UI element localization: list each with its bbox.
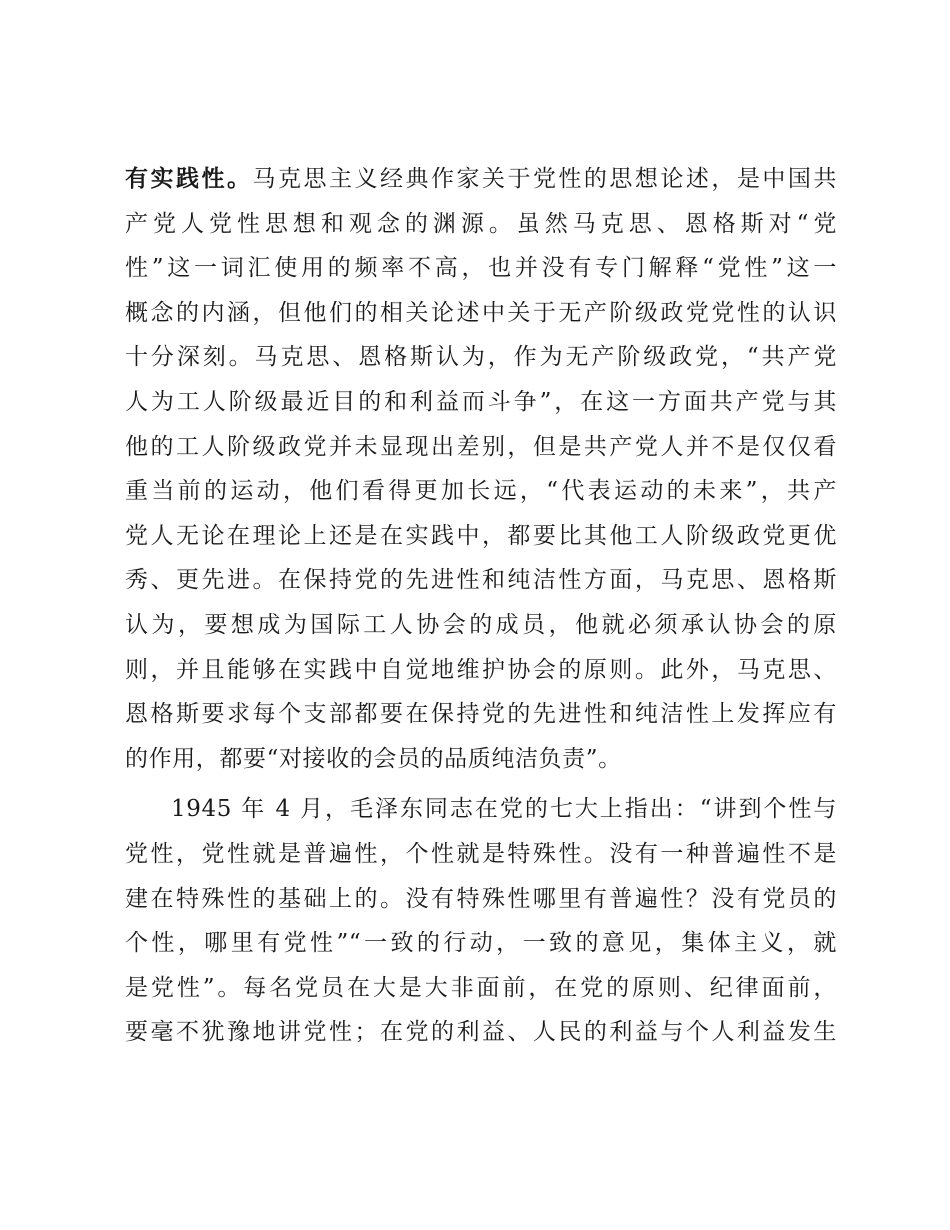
text-line: 党人无论在理论上还是在实践中，都要比其他工人阶级政党更优 — [125, 522, 837, 549]
text-line: 是党性”。每名党员在大是大非面前，在党的原则、纪律面前， — [125, 974, 837, 1001]
text-line: 认为，要想成为国际工人协会的成员，他就必须承认协会的原 — [125, 611, 837, 638]
text-line — [125, 157, 837, 202]
text-line: 重当前的运动，他们看得更加长远，“代表运动的未来”，共产 — [125, 478, 837, 505]
paragraph-1 — [125, 157, 837, 781]
text-line: 要毫不犹豫地讲党性；在党的利益、人民的利益与个人利益发生 — [125, 1019, 837, 1046]
text-line: 1945 年 4 月，毛泽东同志在党的七大上指出：“讲到个性与 — [171, 796, 837, 823]
text-line: 个性，哪里有党性”“一致的行动，一致的意见，集体主义，就 — [125, 930, 837, 957]
text-line: 人为工人阶级最近目的和利益而斗争”，在这一方面共产党与其 — [125, 388, 837, 415]
paragraph-2 — [125, 787, 837, 1055]
text-line: 产党人党性思想和观念的渊源。虽然马克思、恩格斯对“党 — [125, 210, 837, 237]
text-line: 则，并且能够在实践中自觉地维护协会的原则。此外，马克思、 — [125, 656, 837, 683]
line-text: 马克思主义经典作家关于党性的思想论述，是中国共 — [252, 166, 837, 192]
document-page — [125, 157, 837, 1055]
bold-lead-phrase: 有实践性。 — [125, 165, 253, 192]
text-line: 概念的内涵，但他们的相关论述中关于无产阶级政党党性的认识 — [125, 299, 837, 326]
text-line: 的作用，都要“对接收的会员的品质纯洁负责”。 — [125, 745, 622, 772]
text-line: 恩格斯要求每个支部都要在保持党的先进性和纯洁性上发挥应有 — [125, 701, 837, 728]
text-line: 性”这一词汇使用的频率不高，也并没有专门解释“党性”这一 — [125, 255, 837, 282]
text-line: 秀、更先进。在保持党的先进性和纯洁性方面，马克思、恩格斯 — [125, 567, 837, 594]
text-line: 他的工人阶级政党并未显现出差别，但是共产党人并不是仅仅看 — [125, 433, 837, 460]
text-line: 十分深刻。马克思、恩格斯认为，作为无产阶级政党，“共产党 — [125, 344, 837, 371]
text-line: 党性，党性就是普遍性，个性就是特殊性。没有一种普遍性不是 — [125, 840, 837, 867]
text-line: 建在特殊性的基础上的。没有特殊性哪里有普遍性？没有党员的 — [125, 885, 837, 912]
